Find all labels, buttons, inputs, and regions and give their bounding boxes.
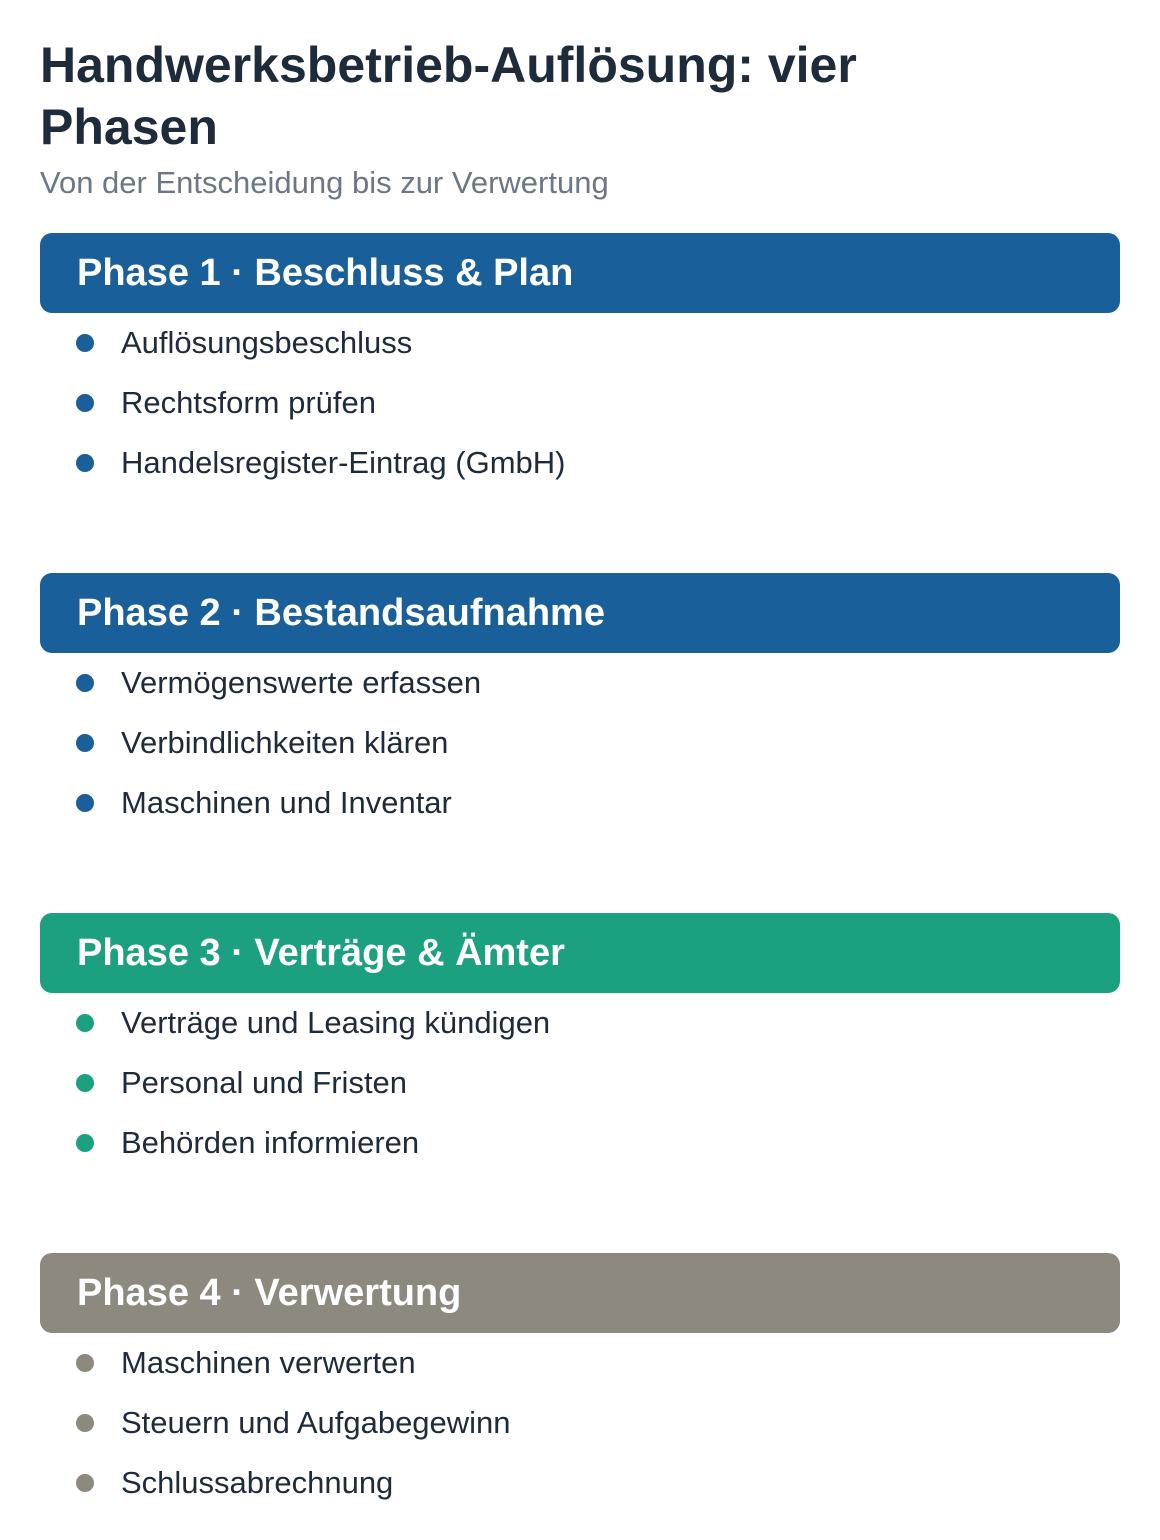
bullet-dot-icon: [76, 734, 94, 752]
bullet-dot-icon: [76, 1414, 94, 1432]
phase-3-header: Phase 3 · Verträge & Ämter: [40, 913, 1120, 993]
list-item: [40, 993, 1120, 1053]
list-item: [40, 1453, 1120, 1513]
bullet-dot-icon: [76, 1074, 94, 1092]
item-label: Verbindlichkeiten klären: [121, 725, 449, 760]
bullet-dot-icon: [76, 794, 94, 812]
phase-2-items: [40, 653, 1120, 833]
list-item: [40, 1333, 1120, 1393]
phase-1-header: Phase 1 · Beschluss & Plan: [40, 233, 1120, 313]
list-item: [40, 653, 1120, 713]
list-item: [40, 433, 1120, 493]
bullet-dot-icon: [76, 394, 94, 412]
phase-2-header: Phase 2 · Bestandsaufnahme: [40, 573, 1120, 653]
phase-list: [40, 233, 1120, 1513]
phase-4-items: [40, 1333, 1120, 1513]
item-label: Verträge und Leasing kündigen: [121, 1005, 551, 1040]
phase-3-items: [40, 993, 1120, 1173]
phase-1-items: [40, 313, 1120, 493]
bullet-dot-icon: [76, 674, 94, 692]
list-item: [40, 713, 1120, 773]
item-label: Handelsregister-Eintrag (GmbH): [121, 445, 566, 480]
page-title: Handwerksbetrieb-Auflösung: vier Phasen: [40, 37, 857, 155]
item-label: Steuern und Aufgabegewinn: [121, 1405, 511, 1440]
phase-2: [40, 573, 1120, 833]
item-label: Maschinen verwerten: [121, 1345, 416, 1380]
item-label: Maschinen und Inventar: [121, 785, 452, 820]
bullet-dot-icon: [76, 1474, 94, 1492]
phase-4-header: Phase 4 · Verwertung: [40, 1253, 1120, 1333]
item-label: Auflösungsbeschluss: [121, 325, 413, 360]
phase-3: [40, 913, 1120, 1173]
item-label: Behörden informieren: [121, 1125, 420, 1160]
bullet-dot-icon: [76, 1354, 94, 1372]
item-label: Rechtsform prüfen: [121, 385, 376, 420]
list-item: [40, 1393, 1120, 1453]
list-item: [40, 373, 1120, 433]
list-item: [40, 1053, 1120, 1113]
bullet-dot-icon: [76, 1014, 94, 1032]
page: [40, 34, 1120, 1513]
page-subtitle: Von der Entscheidung bis zur Verwertung: [40, 165, 609, 200]
list-item: [40, 313, 1120, 373]
list-item: [40, 773, 1120, 833]
phase-1: [40, 233, 1120, 493]
list-item: [40, 1113, 1120, 1173]
bullet-dot-icon: [76, 334, 94, 352]
item-label: Schlussabrechnung: [121, 1465, 394, 1500]
phase-4: [40, 1253, 1120, 1513]
bullet-dot-icon: [76, 454, 94, 472]
item-label: Vermögenswerte erfassen: [121, 665, 482, 700]
item-label: Personal und Fristen: [121, 1065, 408, 1100]
bullet-dot-icon: [76, 1134, 94, 1152]
